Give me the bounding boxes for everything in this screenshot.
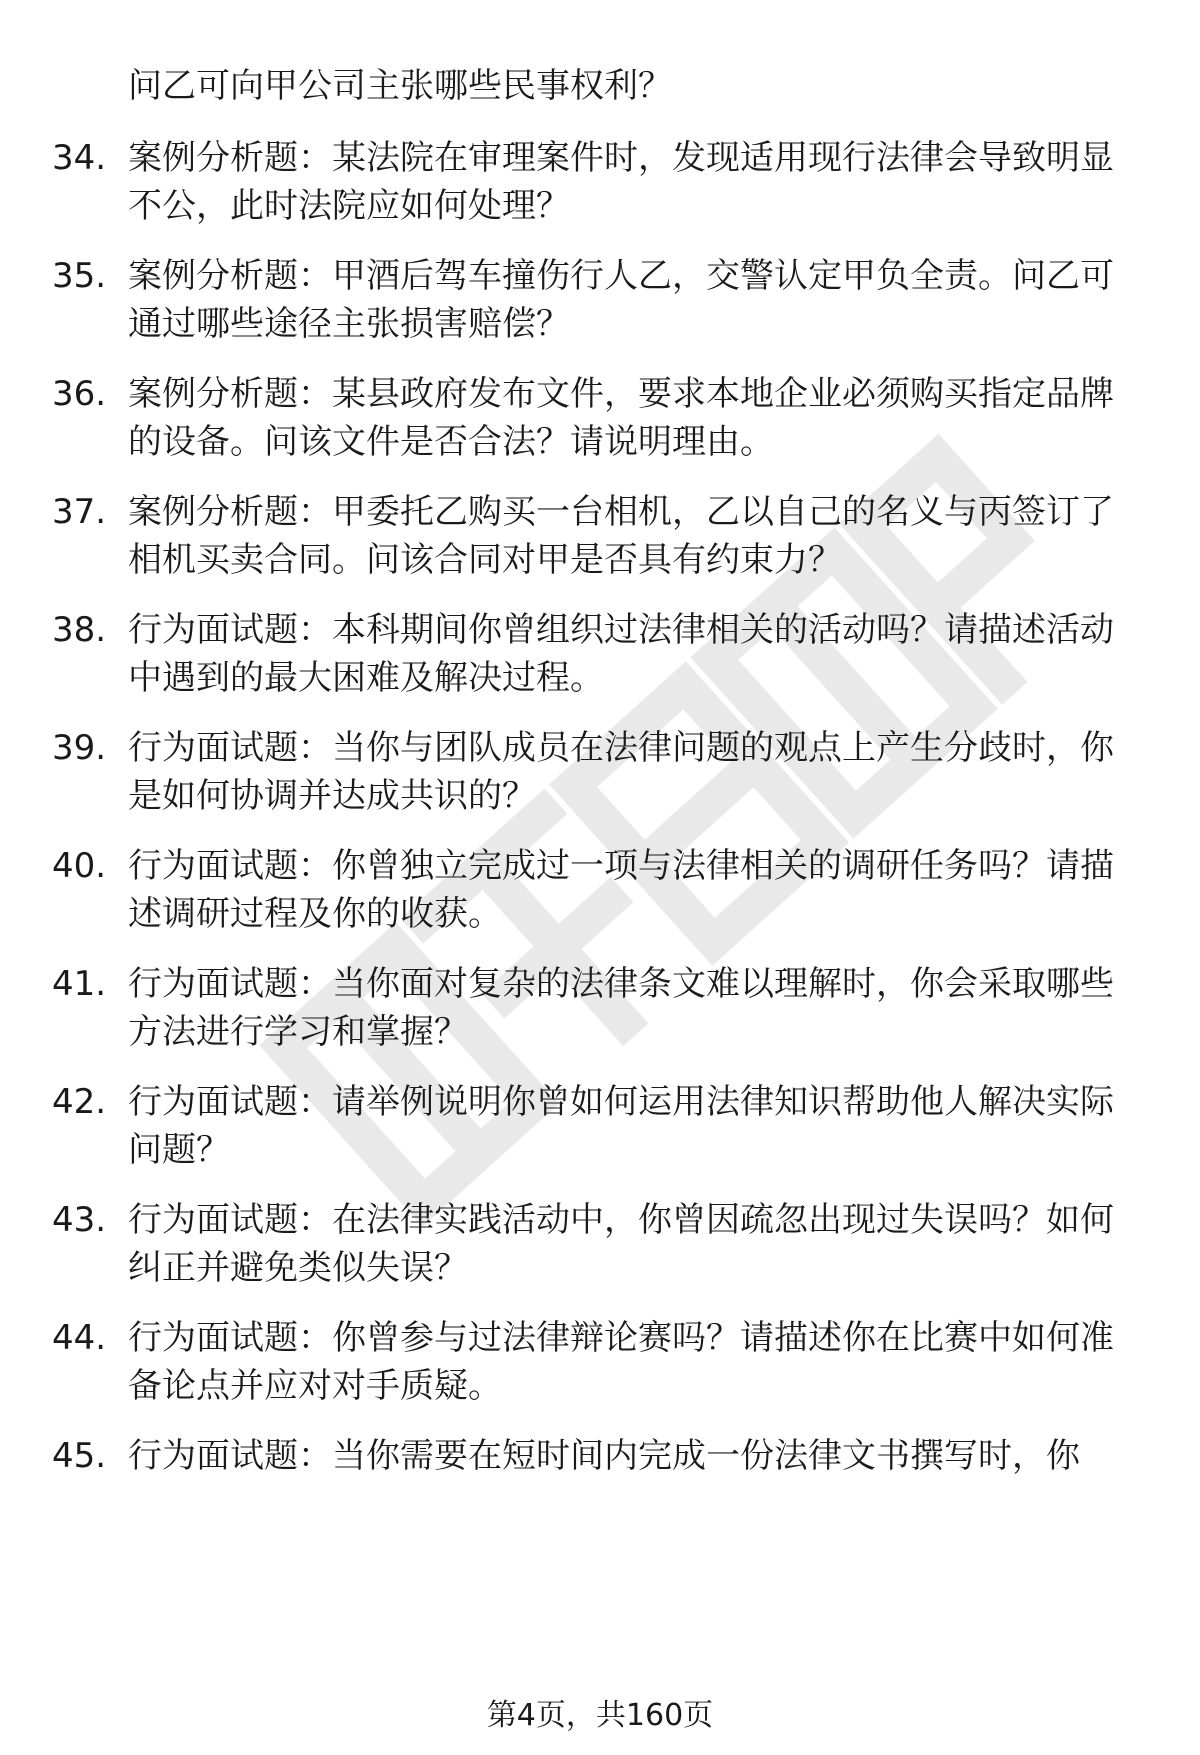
question-number: 43. — [52, 1200, 107, 1240]
question-number: 40. — [52, 846, 107, 886]
question-number: 41. — [52, 964, 107, 1004]
question-number: 35. — [52, 256, 107, 296]
question-text: 案例分析题：甲委托乙购买一台相机，乙以自己的名义与丙签订了相机买卖合同。问该合同对甲是否具有约束力？ — [128, 492, 1114, 580]
question-number: 37. — [52, 492, 107, 532]
question-text: 行为面试题：在法律实践活动中，你曾因疏忽出现过失误吗？如何纠正并避免类似失误？ — [128, 1200, 1114, 1288]
question-text: 行为面试题：当你面对复杂的法律条文难以理解时，你会采取哪些方法进行学习和掌握？ — [128, 964, 1114, 1052]
question-text: 行为面试题：你曾独立完成过一项与法律相关的调研任务吗？请描述调研过程及你的收获。 — [128, 846, 1114, 934]
page-number: 第4页，共160页 — [486, 1698, 714, 1733]
question-text: 行为面试题：当你需要在短时间内完成一份法律文书撰写时，你 — [128, 1436, 1080, 1476]
question-text: 行为面试题：本科期间你曾组织过法律相关的活动吗？请描述活动中遇到的最大困难及解决过程。 — [128, 610, 1114, 698]
question-number: 36. — [52, 374, 107, 414]
question-number: 42. — [52, 1082, 107, 1122]
question-number: 45. — [52, 1436, 107, 1476]
question-text: 案例分析题：某县政府发布文件，要求本地企业必须购买指定品牌的设备。问该文件是否合法？请说明理由。 — [128, 374, 1114, 462]
continuation-text: 问乙可向甲公司主张哪些民事权利？ — [128, 66, 672, 106]
question-number: 34. — [52, 138, 107, 178]
question-text: 行为面试题：你曾参与过法律辩论赛吗？请描述你在比赛中如何准备论点并应对对手质疑。 — [128, 1318, 1114, 1406]
question-text: 行为面试题：当你与团队成员在法律问题的观点上产生分歧时，你是如何协调并达成共识的？ — [128, 728, 1114, 816]
question-text: 案例分析题：某法院在审理案件时，发现适用现行法律会导致明显不公，此时法院应如何处理？ — [128, 138, 1114, 226]
question-number: 39. — [52, 728, 107, 768]
question-number: 38. — [52, 610, 107, 650]
question-text: 案例分析题：甲酒后驾车撞伤行人乙，交警认定甲负全责。问乙可通过哪些途径主张损害赔偿？ — [128, 256, 1114, 344]
question-number: 44. — [52, 1318, 107, 1358]
question-text: 行为面试题：请举例说明你曾如何运用法律知识帮助他人解决实际问题？ — [128, 1082, 1114, 1170]
